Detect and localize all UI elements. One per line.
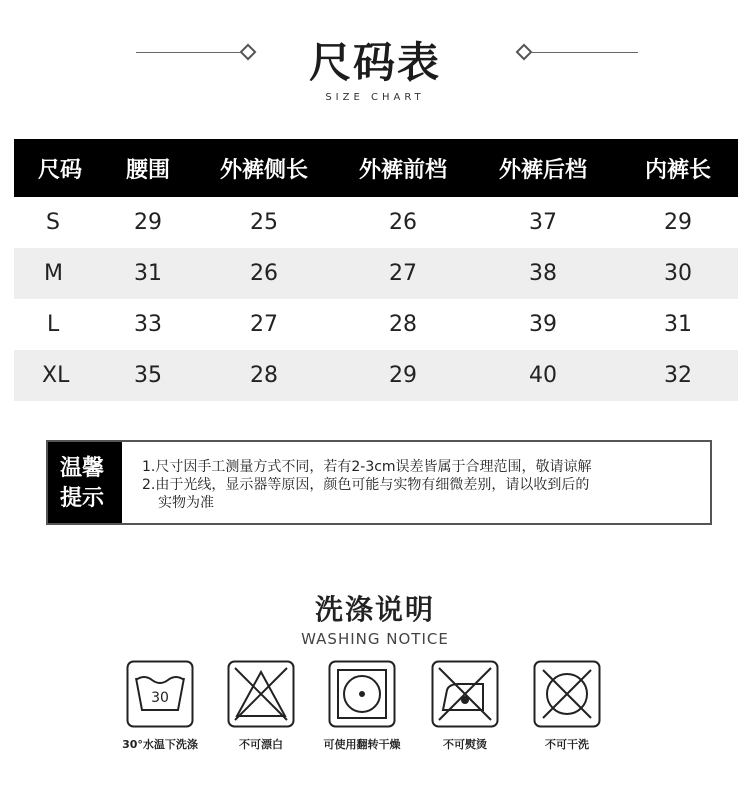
header-inner-length: 内裤长 xyxy=(644,157,711,183)
table-cell: 29 xyxy=(134,210,162,235)
wash-label: 30°水温下洗涤 xyxy=(122,738,198,751)
tip-line-3: 实物为准 xyxy=(158,495,214,511)
wash-label: 不可熨烫 xyxy=(443,738,487,751)
table-cell: 40 xyxy=(529,363,557,388)
wash-label: 可使用翻转干燥 xyxy=(323,738,401,751)
no-dry-clean-icon xyxy=(533,660,601,728)
header-outer-side-length: 外裤侧长 xyxy=(219,157,308,183)
page-subtitle: SIZE CHART xyxy=(325,92,425,103)
tumble-dry-icon xyxy=(328,660,396,728)
no-iron-icon xyxy=(431,660,499,728)
wash-30-icon xyxy=(126,660,194,728)
tip-line-2: 2.由于光线，显示器等原因，颜色可能与实物有细微差别，请以收到后的 xyxy=(142,477,590,493)
no-bleach-icon xyxy=(227,660,295,728)
table-cell: 26 xyxy=(250,261,278,286)
table-cell: 28 xyxy=(389,312,417,337)
warm-tips-label-line1: 温馨 xyxy=(60,456,105,481)
header-outer-front-rise: 外裤前档 xyxy=(358,157,447,183)
table-cell: 31 xyxy=(664,312,692,337)
wash-item xyxy=(211,660,311,752)
size-chart-header xyxy=(0,28,750,108)
washing-subtitle: WASHING NOTICE xyxy=(301,630,449,648)
table-cell: 29 xyxy=(389,363,417,388)
table-cell: M xyxy=(44,261,63,286)
table-row xyxy=(14,248,738,299)
warm-tips-label xyxy=(48,442,122,523)
header-size: 尺码 xyxy=(38,157,83,183)
tip-line-1: 1.尺寸因手工测量方式不同，若有2-3cm误差皆属于合理范围，敬请谅解 xyxy=(142,459,592,475)
table-cell: 27 xyxy=(250,312,278,337)
wash-item xyxy=(312,660,412,752)
table-row xyxy=(14,350,738,401)
warm-tips-box xyxy=(46,440,712,525)
table-cell: XL xyxy=(42,363,70,388)
table-cell: 25 xyxy=(250,210,278,235)
table-cell: 33 xyxy=(134,312,162,337)
size-table xyxy=(14,139,738,401)
table-cell: 39 xyxy=(529,312,557,337)
table-cell: L xyxy=(47,312,60,337)
wash-item xyxy=(517,660,617,752)
table-cell: 38 xyxy=(529,261,557,286)
table-cell: 32 xyxy=(664,363,692,388)
table-cell: 37 xyxy=(529,210,557,235)
warm-tips-text xyxy=(122,442,592,523)
table-row xyxy=(14,299,738,350)
table-cell: 31 xyxy=(134,261,162,286)
table-cell: 35 xyxy=(134,363,162,388)
warm-tips-label-line2: 提示 xyxy=(60,486,105,511)
wash-temp-number: 30 xyxy=(151,690,169,706)
table-cell: 29 xyxy=(664,210,692,235)
table-cell: 26 xyxy=(389,210,417,235)
table-cell: S xyxy=(46,210,60,235)
header-waist: 腰围 xyxy=(125,157,170,183)
washing-title: 洗涤说明 xyxy=(314,593,435,626)
table-header-row xyxy=(14,139,738,197)
header-outer-back-rise: 外裤后档 xyxy=(498,157,587,183)
table-cell: 28 xyxy=(250,363,278,388)
page-title: 尺码表 xyxy=(308,38,441,87)
decorative-line-right xyxy=(532,52,638,53)
table-cell: 27 xyxy=(389,261,417,286)
wash-label: 不可漂白 xyxy=(239,738,283,751)
wash-item xyxy=(110,660,210,752)
wash-label: 不可干洗 xyxy=(545,738,589,751)
table-cell: 30 xyxy=(664,261,692,286)
table-row xyxy=(14,197,738,248)
wash-item xyxy=(415,660,515,752)
